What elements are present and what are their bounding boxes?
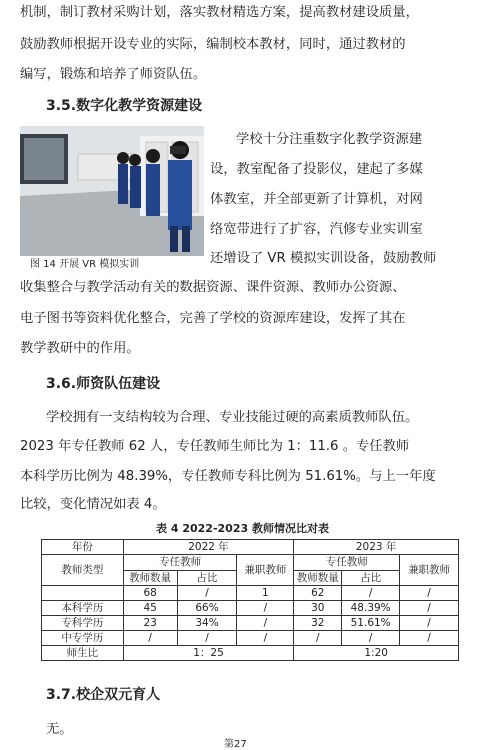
paragraph-line: 学校拥有一支结构较为合理、专业技能过硬的高素质教师队伍。: [46, 410, 419, 425]
row-label: 中专学历: [42, 631, 124, 646]
table-cell: 32: [294, 616, 342, 631]
table-row: [42, 586, 459, 601]
ratio-header-2022: 占比: [177, 570, 237, 586]
table-cell: /: [294, 631, 342, 646]
year-2023-header: 2023 年: [294, 540, 459, 555]
table-cell: 48.39%: [342, 601, 400, 616]
student-ratio-2022: 1：25: [123, 646, 294, 661]
paragraph-line: 机制，制订教材采购计划，落实教材精选方案，提高教材建设质量，: [20, 5, 419, 20]
table-cell: 30: [294, 601, 342, 616]
paragraph-line: 学校十分注重数字化教学资源建: [236, 132, 423, 147]
table-cell: /: [342, 631, 400, 646]
year-header-cell: 年份: [42, 540, 124, 555]
row-label: 师生比: [42, 646, 124, 661]
row-label: [42, 586, 124, 601]
paragraph-line: 设，教室配备了投影仪，建起了多媒: [210, 162, 423, 177]
paragraph-line: 比较，变化情况如表 4。: [20, 497, 166, 512]
table-cell: /: [342, 586, 400, 601]
paragraph-line: 络宽带进行了扩容，汽修专业实训室: [210, 222, 423, 237]
count-header-2022: 教师数量: [123, 570, 177, 586]
table-cell: 66%: [177, 601, 237, 616]
section-heading-3-7: 3.7.校企双元育人: [46, 687, 161, 703]
table-cell: 62: [294, 586, 342, 601]
table-cell: 23: [123, 616, 177, 631]
parttime-header-2023: 兼职教师: [400, 555, 459, 586]
vr-training-illustration: [20, 126, 204, 256]
table-cell: /: [237, 631, 294, 646]
table-cell: 45: [123, 601, 177, 616]
section-heading-3-6: 3.6.师资队伍建设: [46, 376, 161, 392]
section-heading-3-5: 3.5.数字化教学资源建设: [46, 98, 203, 114]
paragraph-line: 教学教研中的作用。: [20, 341, 140, 356]
teacher-comparison-table: [41, 539, 459, 661]
paragraph-line: 2023 年专任教师 62 人，专任教师生师比为 1：11.6 。专任教师: [20, 439, 410, 454]
ratio-header-2023: 占比: [342, 570, 400, 586]
table-cell: 34%: [177, 616, 237, 631]
table-cell: /: [123, 631, 177, 646]
table-cell: 1: [237, 586, 294, 601]
table-row: [42, 540, 459, 555]
paragraph-line: 还增设了 VR 模拟实训设备，鼓励教师: [210, 251, 437, 266]
table-row: [42, 646, 459, 661]
table-cell: /: [237, 616, 294, 631]
table-cell: /: [400, 586, 459, 601]
paragraph-line: 编写，锻炼和培养了师资队伍。: [20, 67, 207, 82]
paragraph-line: 电子图书等资料优化整合，完善了学校的资源库建设，发挥了其在: [20, 311, 406, 326]
table-caption: 表 4 2022-2023 教师情况比对表: [156, 522, 329, 535]
table-cell: 51.61%: [342, 616, 400, 631]
parttime-header-2022: 兼职教师: [237, 555, 294, 586]
student-ratio-2023: 1:20: [294, 646, 459, 661]
table-row: [42, 631, 459, 646]
paragraph-line: 体教室，并全部更新了计算机，对网: [210, 192, 423, 207]
figure-caption: 图 14 开展 VR 模拟实训: [30, 259, 140, 270]
teacher-type-header: 教师类型: [42, 555, 124, 586]
paragraph-line: 本科学历比例为 48.39%，专任教师专科比例为 51.61%。与上一年度: [20, 469, 436, 484]
paragraph-line: 无。: [46, 722, 73, 737]
table-row: [42, 601, 459, 616]
fulltime-header-2022: 专任教师: [123, 555, 237, 571]
table-row: [42, 616, 459, 631]
row-label: 专科学历: [42, 616, 124, 631]
fulltime-header-2023: 专任教师: [294, 555, 400, 571]
table-cell: 68: [123, 586, 177, 601]
page-number: 第27: [224, 739, 247, 750]
table-cell: /: [177, 631, 237, 646]
paragraph-line: 收集整合与教学活动有关的数据资源、课件资源、教师办公资源、: [20, 280, 406, 295]
table-cell: /: [400, 631, 459, 646]
row-label: 本科学历: [42, 601, 124, 616]
table-row: [42, 555, 459, 571]
table-cell: /: [237, 601, 294, 616]
year-2022-header: 2022 年: [123, 540, 294, 555]
count-header-2023: 教师数量: [294, 570, 342, 586]
vr-training-photo: [20, 126, 204, 256]
table-cell: /: [400, 616, 459, 631]
table-cell: /: [177, 586, 237, 601]
paragraph-line: 鼓励教师根据开设专业的实际，编制校本教材，同时，通过教材的: [20, 37, 406, 52]
table-cell: /: [400, 601, 459, 616]
